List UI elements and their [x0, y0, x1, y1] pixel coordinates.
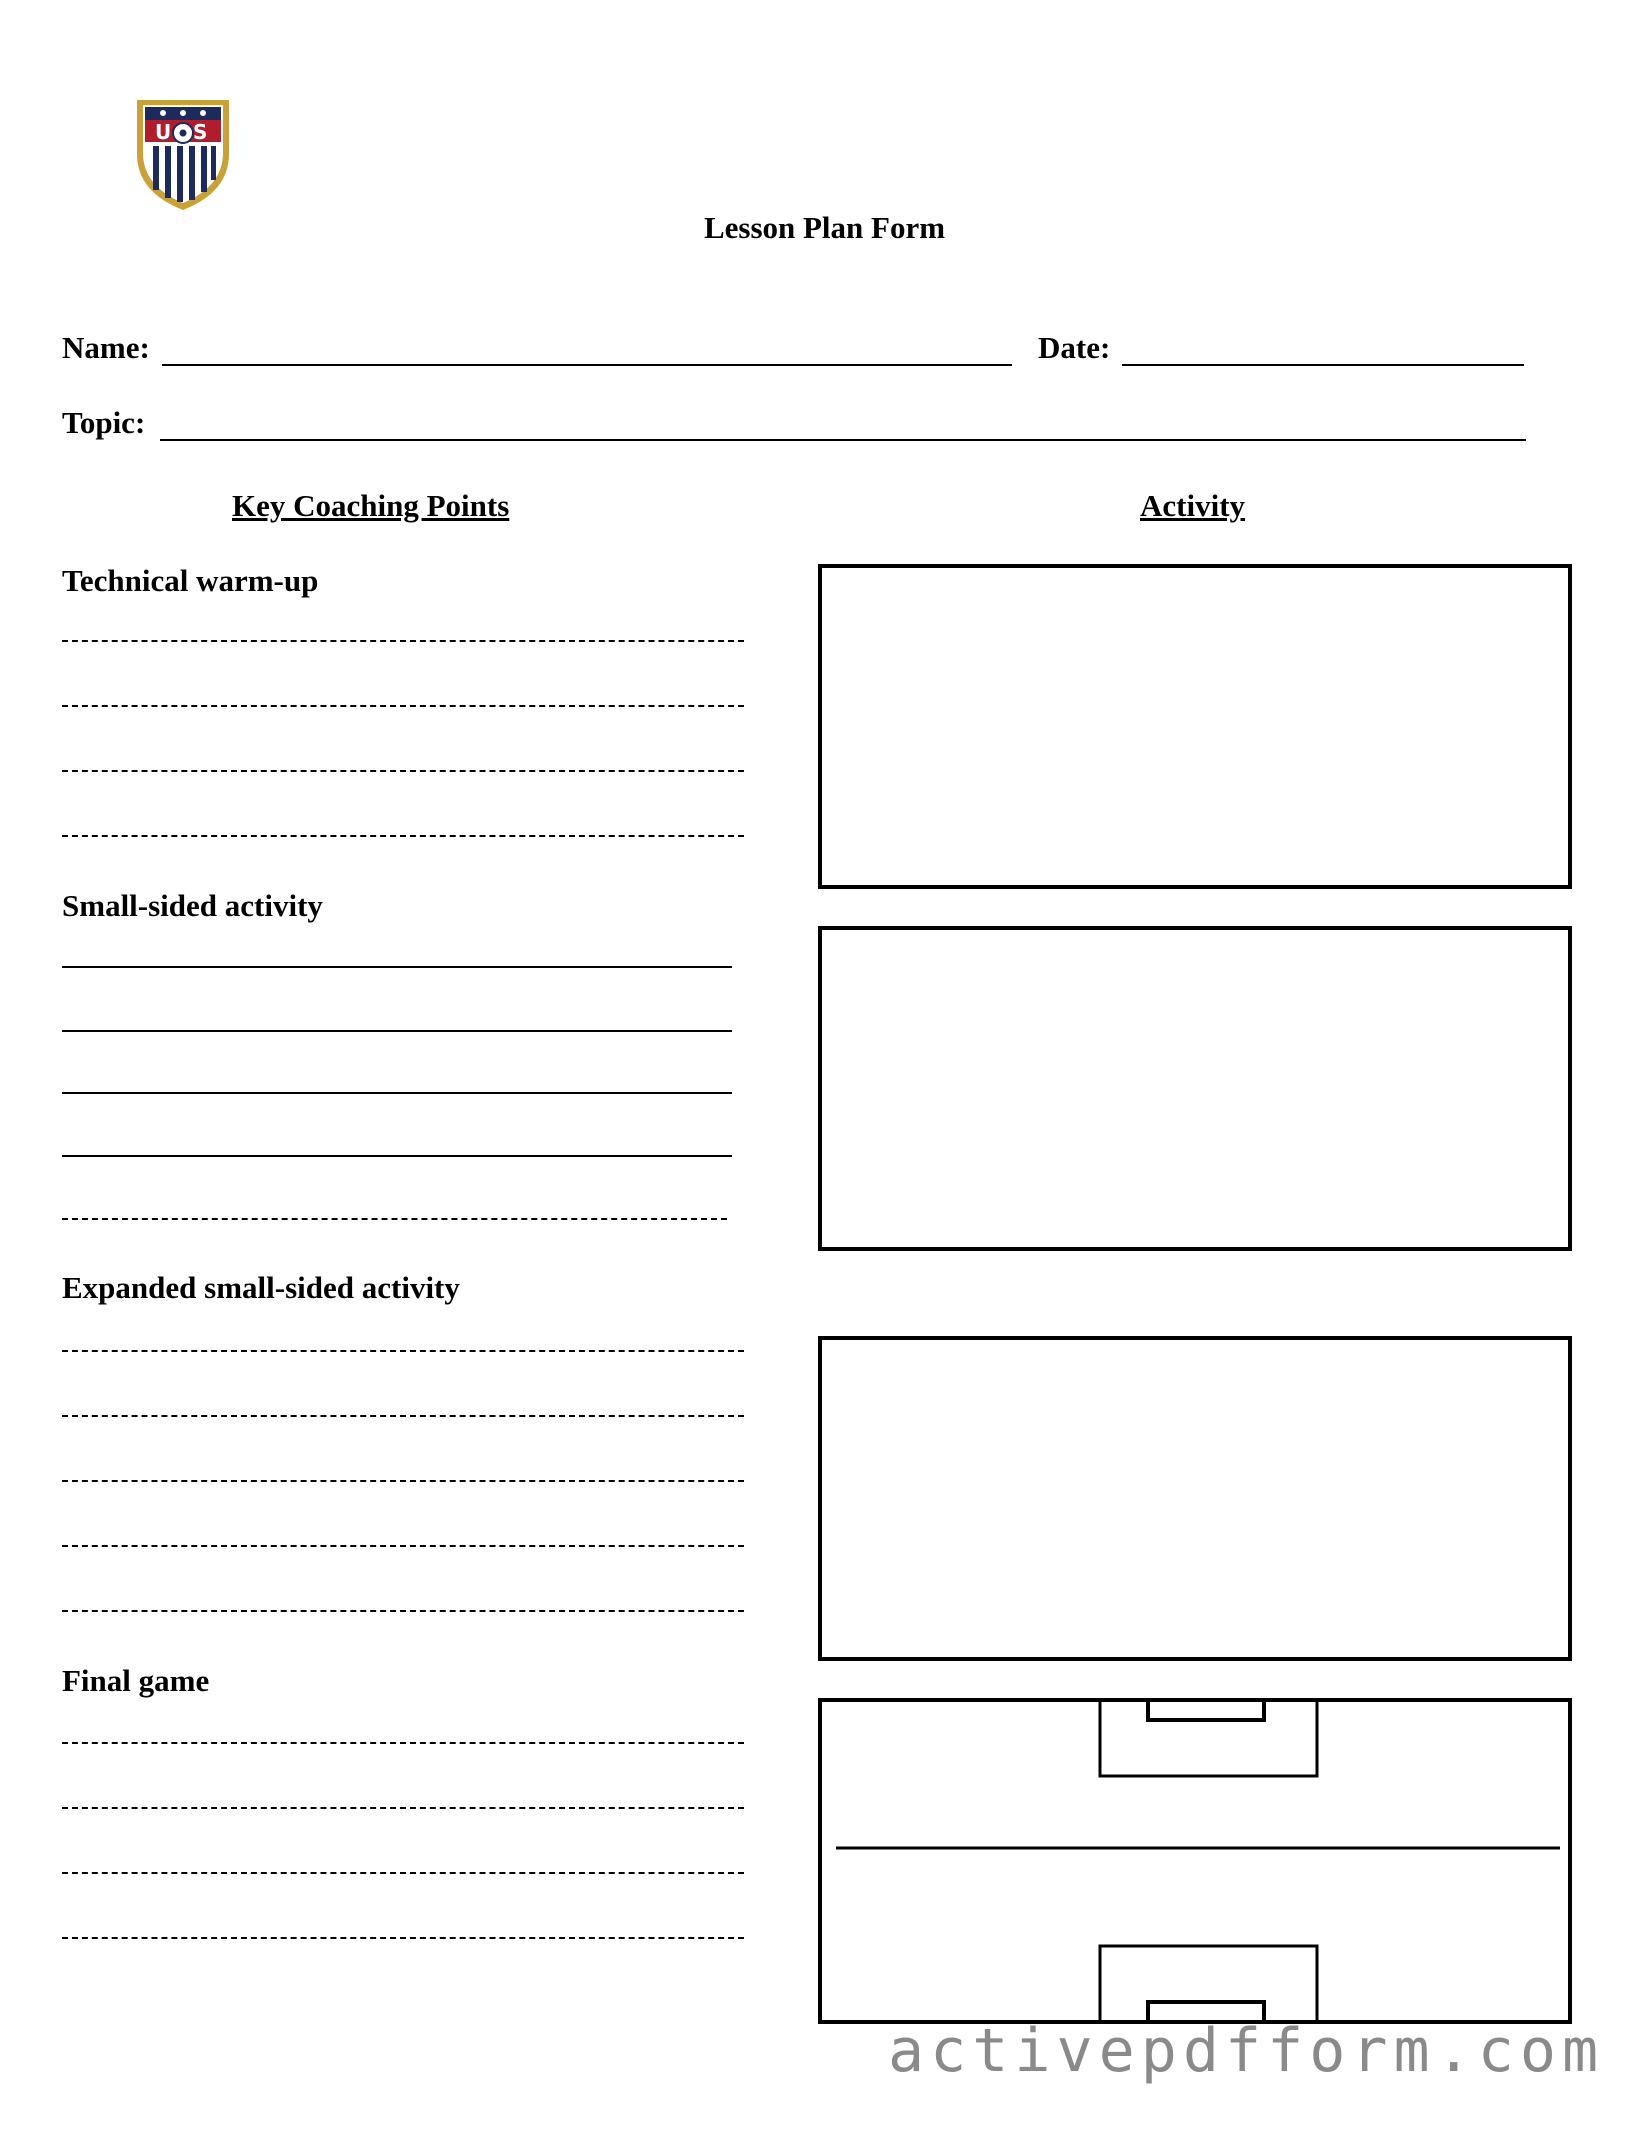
activity-header: Activity — [1140, 488, 1246, 523]
coaching-point-line[interactable] — [62, 1092, 732, 1094]
watermark: activepdfform.com — [888, 2016, 1605, 2086]
coaching-point-line[interactable] — [62, 1030, 732, 1032]
coaching-point-line[interactable] — [62, 1415, 744, 1417]
topic-label: Topic: — [62, 405, 146, 440]
svg-text:U: U — [155, 120, 172, 144]
coaching-point-line[interactable] — [62, 835, 744, 837]
coaching-point-line[interactable] — [62, 770, 744, 772]
coaching-point-line[interactable] — [62, 1480, 744, 1482]
activity-box-expanded-small-sided[interactable] — [818, 1336, 1572, 1661]
coaching-point-line[interactable] — [62, 1807, 744, 1809]
date-field[interactable] — [1122, 364, 1524, 366]
name-field[interactable] — [162, 364, 1012, 366]
activity-box-small-sided[interactable] — [818, 926, 1572, 1251]
page-title: Lesson Plan Form — [703, 210, 946, 245]
section-title-expanded-small-sided-activity: Expanded small-sided activity — [62, 1270, 460, 1305]
us-soccer-crest-icon — [133, 96, 233, 212]
coaching-point-line[interactable] — [62, 1610, 744, 1612]
coaching-point-line[interactable] — [62, 705, 744, 707]
section-title-small-sided-activity: Small-sided activity — [62, 888, 323, 923]
coaching-point-line[interactable] — [62, 1218, 727, 1220]
coaching-point-line[interactable] — [62, 1155, 732, 1157]
topic-field[interactable] — [160, 439, 1526, 441]
section-title-technical-warm-up: Technical warm-up — [62, 563, 319, 598]
coaching-point-line[interactable] — [62, 1350, 744, 1352]
soccer-pitch-diagram[interactable] — [818, 1698, 1572, 2024]
section-title-final-game: Final game — [62, 1663, 210, 1698]
date-label: Date: — [1038, 330, 1111, 365]
name-label: Name: — [62, 330, 150, 365]
coaching-point-line[interactable] — [62, 1872, 744, 1874]
svg-text:S: S — [193, 120, 208, 144]
coaching-point-line[interactable] — [62, 640, 744, 642]
coaching-point-line[interactable] — [62, 1742, 744, 1744]
coaching-point-line[interactable] — [62, 1937, 744, 1939]
coaching-point-line[interactable] — [62, 966, 732, 968]
key-coaching-points-header: Key Coaching Points — [232, 488, 510, 523]
coaching-point-line[interactable] — [62, 1545, 744, 1547]
activity-box-technical-warm-up[interactable] — [818, 564, 1572, 889]
